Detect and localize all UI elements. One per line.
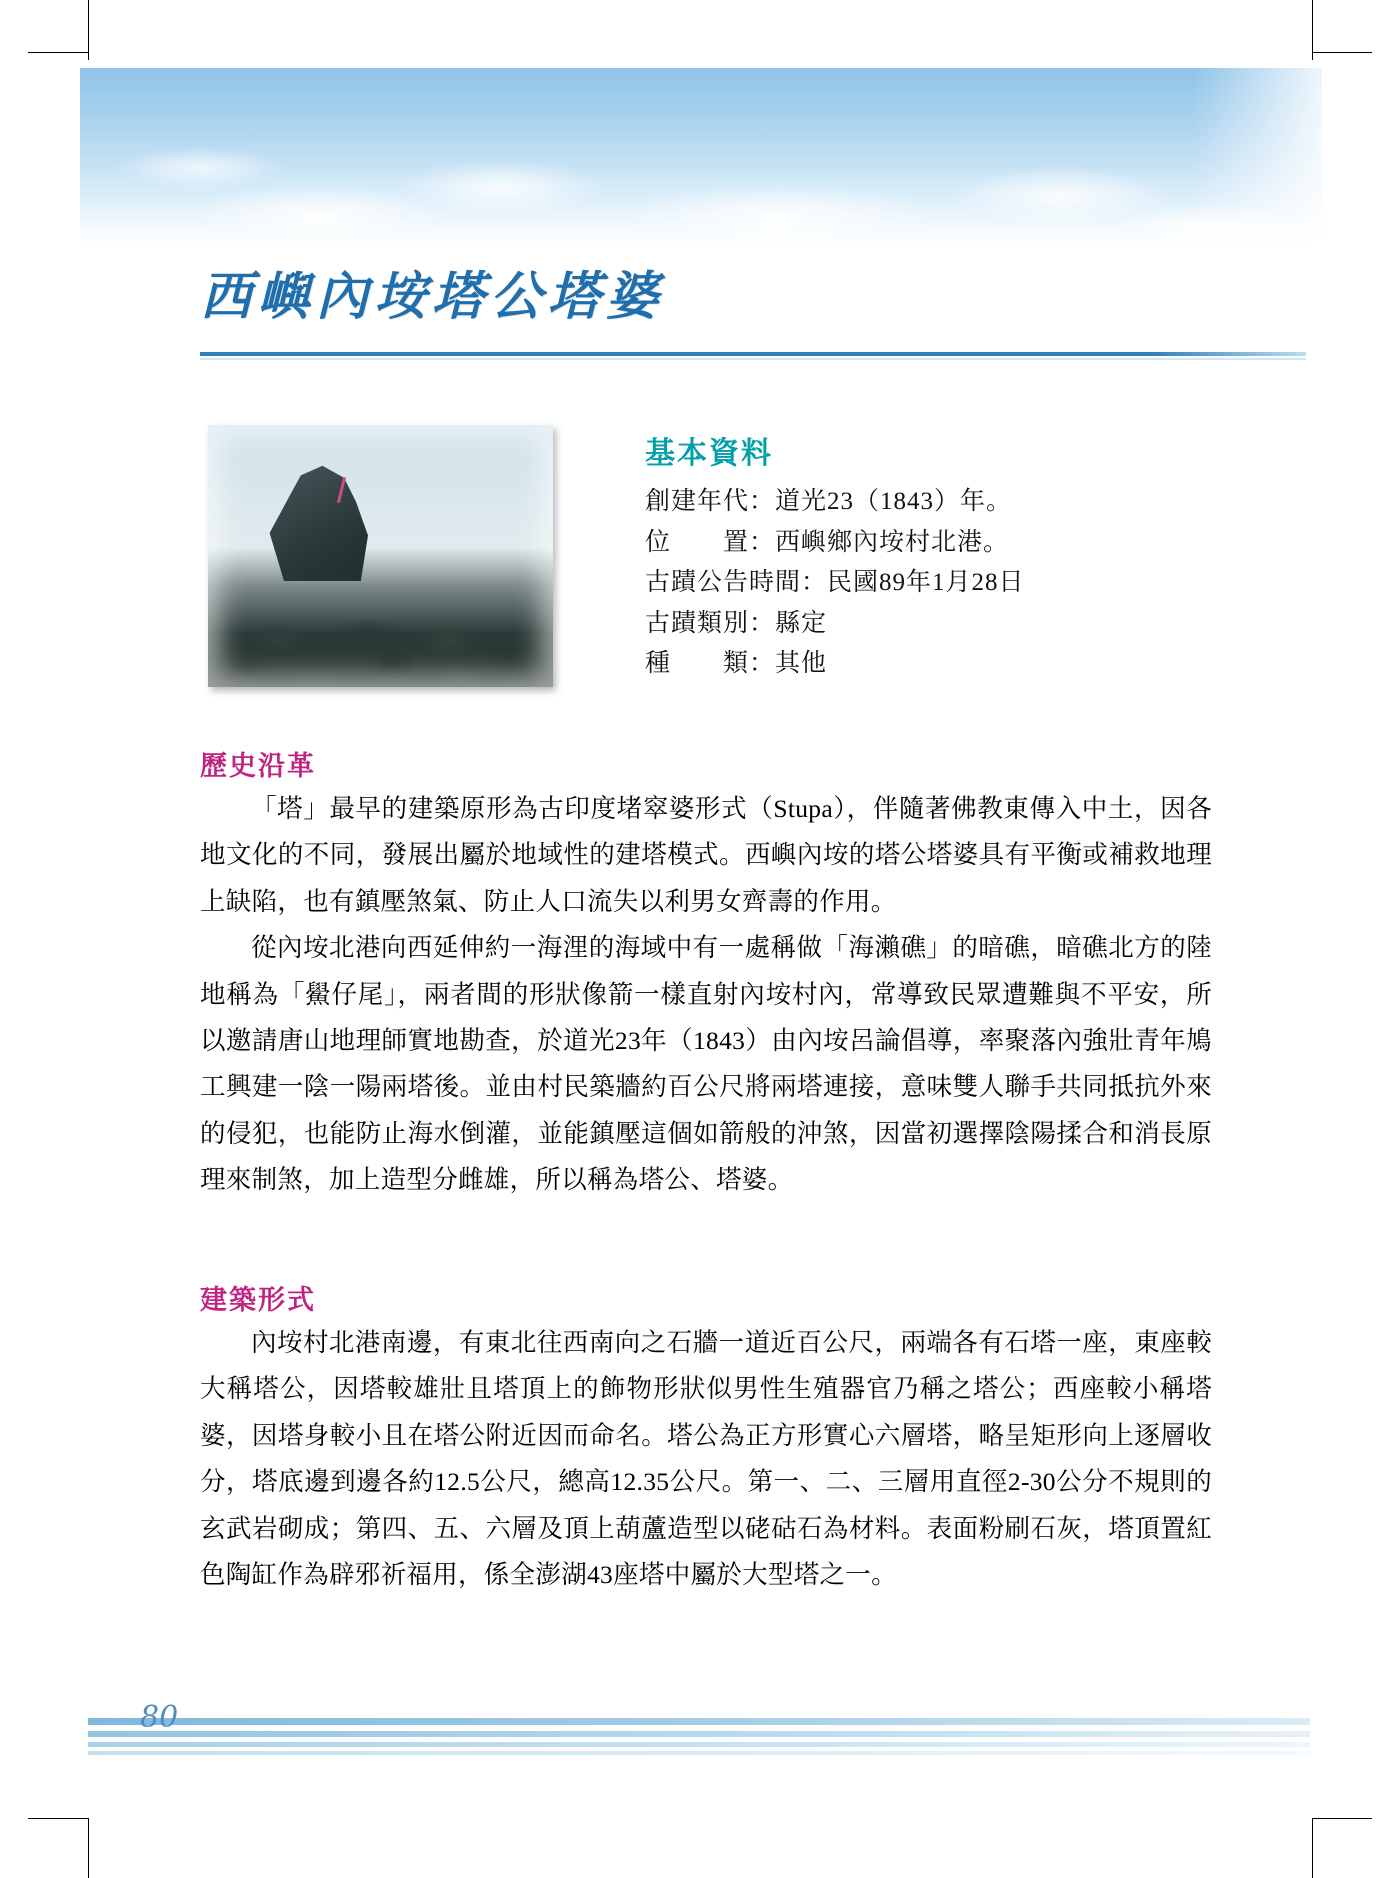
basic-info-block bbox=[645, 428, 1285, 685]
footer-bar-4 bbox=[88, 1751, 1310, 1755]
crop-mark-top-left-h bbox=[28, 52, 88, 53]
header-sky-banner bbox=[80, 68, 1322, 248]
photo-edge-fade bbox=[208, 425, 553, 687]
paragraph: 內垵村北港南邊，有東北往西南向之石牆一道近百公尺，兩端各有石塔一座，東座較大稱塔公，因塔較雄壯且塔頂上的飾物形狀似男性生殖器官乃稱之塔公；西座較小稱塔婆，因塔身較小且在塔公附近因而命名。塔公為正方形實心六層塔，略呈矩形向上逐層收分，塔底邊到邊各約12.5公尺，總高12.35公尺。第一、二、三層用直徑2-30公分不規則的玄武岩砌成；第四、五、六層及頂上葫蘆造型以硓𥑮石為材料。表面粉刷石灰，塔頂置紅色陶缸作為辟邪祈福用，係全澎湖43座塔中屬於大型塔之一。 bbox=[200, 1328, 1212, 1590]
basic-info-row-announcement-date: 古蹟公告時間：民國89年1月28日 bbox=[645, 569, 1025, 596]
crop-mark-bottom-right-h bbox=[1312, 1818, 1372, 1819]
section-body-history bbox=[200, 786, 1212, 1204]
page-title-wrap bbox=[200, 268, 1310, 325]
crop-mark-bottom-right-v bbox=[1312, 1818, 1313, 1878]
footer-bar-1 bbox=[88, 1718, 1310, 1725]
footer-bar-2 bbox=[88, 1731, 1310, 1737]
section-heading-history: 歷史沿革 bbox=[200, 751, 316, 781]
page-number: 80 bbox=[140, 1700, 179, 1735]
footer-bar-3 bbox=[88, 1742, 1310, 1747]
section-heading-architecture: 建築形式 bbox=[200, 1285, 316, 1315]
basic-info-row-founding-year: 創建年代：道光23（1843）年。 bbox=[645, 488, 1013, 515]
section-body-architecture bbox=[200, 1320, 1212, 1598]
crop-mark-bottom-left-h bbox=[28, 1818, 88, 1819]
footer-decorative-bars bbox=[88, 1718, 1310, 1762]
crop-mark-top-right-v bbox=[1312, 0, 1313, 60]
basic-info-heading: 基本資料 bbox=[645, 437, 773, 470]
stone-stupa-photo bbox=[208, 425, 553, 687]
title-underline bbox=[200, 352, 1306, 356]
paragraph: 「塔」最早的建築原形為古印度堵窣婆形式（Stupa），伴隨著佛教東傳入中土，因各地文化的不同，發展出屬於地域性的建塔模式。西嶼內垵的塔公塔婆具有平衡或補救地理上缺陷，也有鎮壓煞氣、防止人口流失以利男女齊壽的作用。 bbox=[200, 794, 1212, 916]
sky-right-fade bbox=[1192, 68, 1322, 248]
title-underline-secondary bbox=[200, 358, 1306, 360]
page-title: 西嶼內垵塔公塔婆 bbox=[200, 266, 665, 327]
crop-mark-bottom-left-v bbox=[88, 1818, 89, 1878]
crop-mark-top-left-v bbox=[88, 0, 89, 60]
crop-mark-top-right-h bbox=[1312, 52, 1372, 53]
basic-info-row-heritage-class: 古蹟類別：縣定 bbox=[645, 609, 828, 637]
basic-info-row-type: 種 類：其他 bbox=[645, 650, 828, 677]
paragraph: 從內垵北港向西延伸約一海浬的海域中有一處稱做「海瀨礁」的暗礁，暗礁北方的陸地稱為「鱟仔尾」，兩者間的形狀像箭一樣直射內垵村內，常導致民眾遭難與不平安，所以邀請唐山地理師實地勘查，於道光23年（1843）由內垵呂論倡導，率聚落內強壯青年鳩工興建一陰一陽兩塔後。並由村民築牆約百公尺將兩塔連接，意味雙人聯手共同抵抗外來的侵犯，也能防止海水倒灌，並能鎮壓這個如箭般的沖煞，因當初選擇陰陽揉合和消長原理來制煞，加上造型分雌雄，所以稱為塔公、塔婆。 bbox=[200, 933, 1212, 1195]
basic-info-row-location: 位 置：西嶼鄉內垵村北港。 bbox=[645, 528, 1010, 556]
